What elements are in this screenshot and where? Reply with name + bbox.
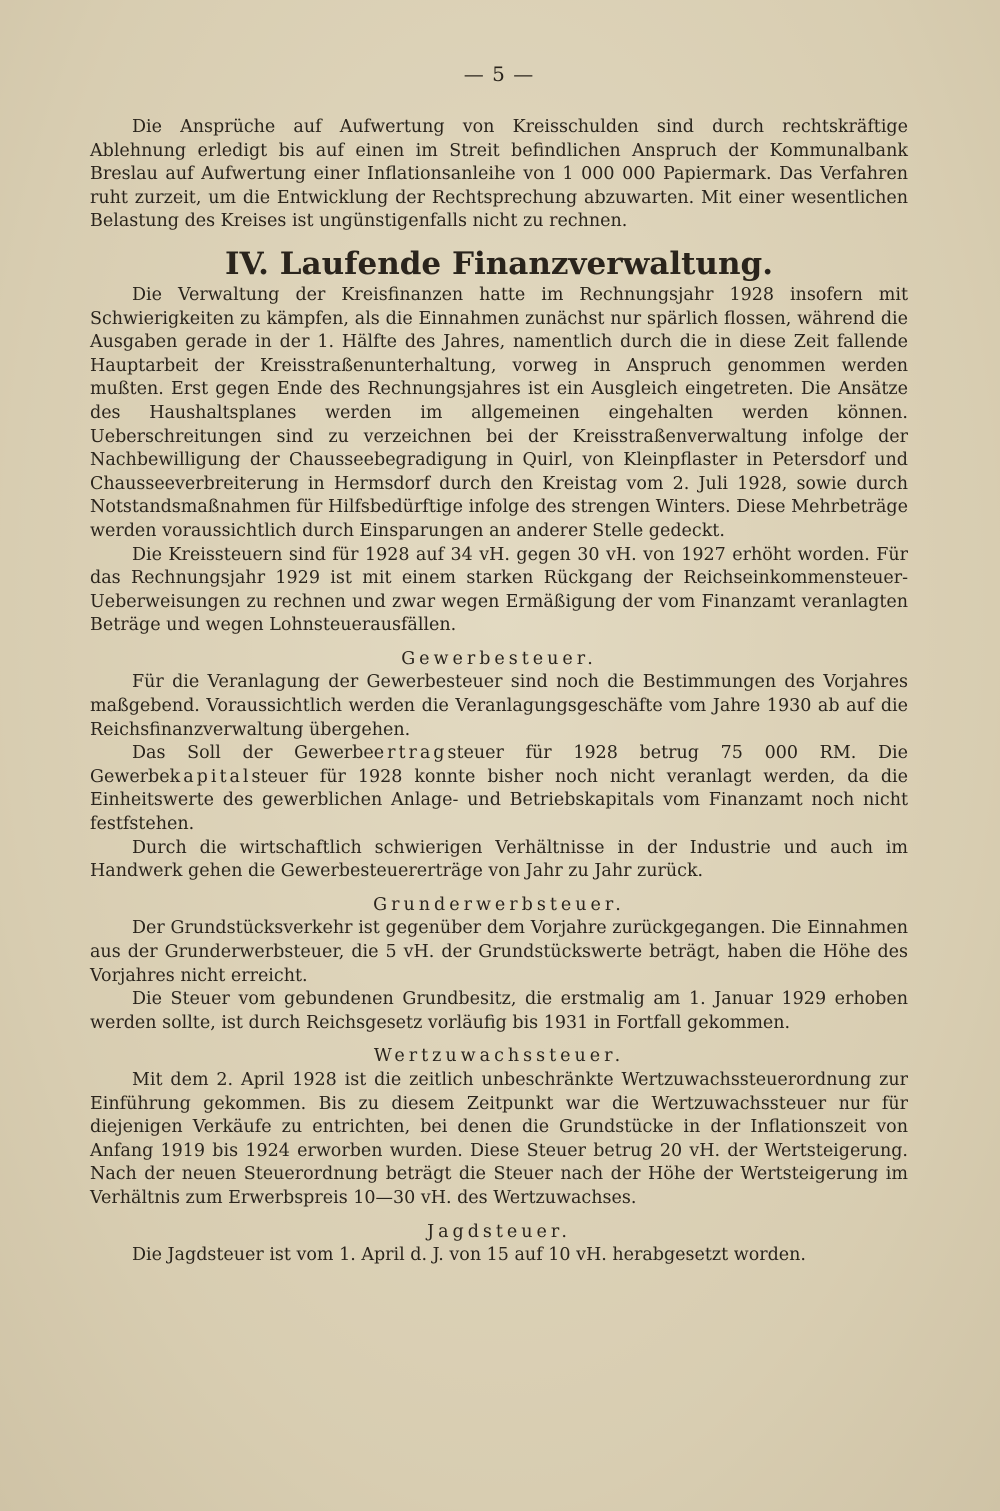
- page-content: [90, 62, 908, 1268]
- gewerbesteuer-paragraph-3: Durch die wirtschaftlich schwierigen Verhältnisse in der Industrie und auch im Handwerk gehen die Gewerbesteuererträge von Jahr zu Jahr zurück.: [90, 837, 908, 882]
- grunderwerbsteuer-paragraph-2: Die Steuer vom gebundenen Grundbesitz, die erstmalig am 1. Januar 1929 erhoben werden sollte, ist durch Reichsgesetz vorläufig bis 1931 in Fortfall gekommen.: [90, 989, 908, 1033]
- gewerbesteuer-p2-part-c: steuer für 1928 betrug 75 000 RM. Die Gewerbe: [90, 743, 908, 787]
- wertzuwachssteuer-heading: Wertzuwachssteuer.: [373, 1046, 625, 1067]
- section-heading: IV. Laufende Finanzverwaltung.: [225, 245, 773, 282]
- intro-paragraph: Die Ansprüche auf Aufwertung von Kreisschulden sind durch rechtskräftige Ablehnung erledigt bis auf einen im Streit befindlichen Anspruch der Kommunalbank Breslau auf Aufwertung einer Inflationsanleihe von 1 000 000 Papiermark. Das Verfahren ruht zurzeit, um die Entwicklung der Rechtsprechung abzuwarten. Mit einer wesentlichen Belastung des Kreises ist ungünstigenfalls nicht zu rechnen.: [90, 117, 908, 232]
- grunderwerbsteuer-heading: Grunderwerbsteuer.: [373, 894, 625, 915]
- gewerbesteuer-paragraph-1: Für die Veranlagung der Gewerbesteuer sind noch die Bestimmungen des Vorjahres maßgebend. Voraussichtlich werden die Veranlagungsgeschäfte vom Jahre 1930 ab auf die Reichsfinanzverwaltung übergehen.: [90, 672, 908, 740]
- gewerbesteuer-p2-ertrag: ertrag: [373, 743, 448, 764]
- wertzuwachssteuer-paragraph-1: Mit dem 2. April 1928 ist die zeitlich unbeschränkte Wertzuwachssteuerordnung zur Einführung gekommen. Bis zu diesem Zeitpunkt war die Wertzuwachssteuer nur für diejenigen Verkäufe zu entrichten, bei denen die Grundstücke in der Inflationszeit von Anfang 1919 bis 1924 erworben wurden. Diese Steuer betrug 20 vH. der Wertsteigerung. Nach der neuen Steuerordnung beträgt die Steuer nach der Höhe der Wertsteigerung im Verhältnis zum Erwerbspreis 10—30 vH. des Wertzuwachses.: [90, 1069, 908, 1208]
- finance-paragraph-2: Die Kreissteuern sind für 1928 auf 34 vH. gegen 30 vH. von 1927 erhöht worden. Für das Rechnungsjahr 1929 ist mit einem starken Rückgang der Reichseinkommensteuer-Ueberweisungen zu rechnen und zwar wegen Ermäßigung der vom Finanzamt veranlagten Beträge und wegen Lohnsteuerausfällen.: [90, 544, 908, 636]
- grunderwerbsteuer-paragraph-1: Der Grundstücksverkehr ist gegenüber dem Vorjahre zurückgegangen. Die Einnahmen aus der Grunderwerbsteuer, die 5 vH. der Grundstückswerte beträgt, haben die Höhe des Vorjahres nicht erreicht.: [90, 918, 908, 986]
- jagdsteuer-heading: Jagdsteuer.: [427, 1221, 571, 1242]
- gewerbesteuer-p2-part-a: Das Soll der Gewerbe: [132, 743, 374, 764]
- gewerbesteuer-paragraph-2: [90, 742, 908, 836]
- gewerbesteuer-p2-kapital: kapital: [169, 766, 252, 787]
- gewerbesteuer-heading: Gewerbesteuer.: [401, 648, 597, 669]
- gewerbesteuer-p2-part-e: steuer für 1928 konnte bisher noch nicht veranlagt werden, da die Einheitswerte des gewerblichen Anlage- und Betriebskapitals vom Finanzamt noch nicht festfstehen.: [90, 766, 908, 835]
- page-number: — 5 —: [463, 62, 535, 86]
- finance-paragraph-1: Die Verwaltung der Kreisfinanzen hatte im Rechnungsjahr 1928 insofern mit Schwierigkeiten zu kämpfen, als die Einnahmen zunächst nur spärlich flossen, während die Ausgaben gerade in der 1. Hälfte des Jahres, namentlich durch die in diese Zeit fallende Hauptarbeit der Kreisstraßenunterhaltung, vorweg in Anspruch genommen werden mußten. Erst gegen Ende des Rechnungsjahres ist ein Ausgleich eingetreten. Die Ansätze des Haushaltsplanes werden im allgemeinen eingehalten werden können. Ueberschreitungen sind zu verzeichnen bei der Kreisstraßenverwaltung infolge der Nachbewilligung der Chausseebegradigung in Quirl, von Kleinpflaster in Petersdorf und Chausseeverbreiterung in Hermsdorf durch den Kreistag vom 2. Juli 1928, sowie durch Notstandsmaßnahmen für Hilfsbedürftige infolge des strengen Winters. Diese Mehrbeträge werden voraussichtlich durch Einsparungen an anderer Stelle gedeckt.: [90, 284, 908, 541]
- jagdsteuer-paragraph-1: Die Jagdsteuer ist vom 1. April d. J. von 15 auf 10 vH. herabgesetzt worden.: [132, 1245, 806, 1266]
